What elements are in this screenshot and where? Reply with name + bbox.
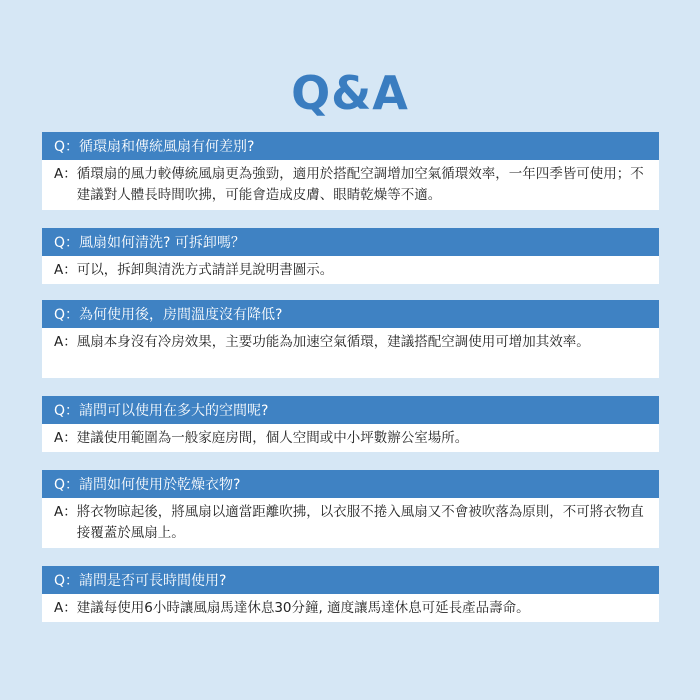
question-bar bbox=[42, 228, 659, 256]
question-prefix: Q： bbox=[54, 307, 80, 323]
qa-list bbox=[42, 132, 659, 622]
qa-item bbox=[42, 300, 659, 378]
answer-box bbox=[42, 594, 659, 622]
answer-box bbox=[42, 160, 659, 210]
answer-prefix: A： bbox=[54, 430, 77, 446]
answer-text: 風扇本身沒有冷房效果，主要功能為加速空氣循環，建議搭配空調使用可增加其效率。 bbox=[76, 334, 590, 350]
answer-text: 循環扇的風力較傳統風扇更為強勁，適用於搭配空調增加空氣循環效率，一年四季皆可使用；不建議對人體長時間吹拂，可能會造成皮膚、眼睛乾燥等不適。 bbox=[76, 166, 644, 203]
page-title: Q&A bbox=[291, 66, 409, 120]
answer-prefix: A： bbox=[54, 504, 77, 520]
question-prefix: Q： bbox=[54, 235, 80, 251]
answer-text: 可以，拆卸與清洗方式請詳見說明書圖示。 bbox=[76, 262, 334, 278]
question-bar bbox=[42, 470, 659, 498]
answer-prefix: A： bbox=[54, 166, 77, 182]
answer-box bbox=[42, 256, 659, 284]
question-text: 為何使用後，房間溫度沒有降低? bbox=[79, 307, 283, 323]
answer-text: 建議每使用6小時讓風扇馬達休息30分鐘, 適度讓馬達休息可延長產品壽命。 bbox=[76, 600, 530, 616]
question-bar bbox=[42, 300, 659, 328]
question-text: 請問是否可長時間使用? bbox=[79, 573, 227, 589]
question-prefix: Q： bbox=[54, 477, 80, 493]
question-bar bbox=[42, 396, 659, 424]
question-bar bbox=[42, 132, 659, 160]
answer-box bbox=[42, 328, 659, 378]
qa-item bbox=[42, 396, 659, 452]
question-prefix: Q： bbox=[54, 573, 80, 589]
answer-text: 建議使用範圍為一般家庭房間，個人空間或中小坪數辦公室場所。 bbox=[76, 430, 469, 446]
answer-prefix: A： bbox=[54, 600, 77, 616]
answer-prefix: A： bbox=[54, 262, 77, 278]
question-bar bbox=[42, 566, 659, 594]
answer-prefix: A： bbox=[54, 334, 77, 350]
question-text: 請問如何使用於乾燥衣物? bbox=[79, 477, 241, 493]
qa-item bbox=[42, 566, 659, 622]
answer-box bbox=[42, 498, 659, 548]
question-text: 循環扇和傳統風扇有何差別? bbox=[79, 139, 255, 155]
question-prefix: Q： bbox=[54, 403, 80, 419]
qa-item bbox=[42, 132, 659, 210]
qa-item bbox=[42, 470, 659, 548]
qa-item bbox=[42, 228, 659, 284]
answer-text: 將衣物晾起後，將風扇以適當距離吹拂，以衣服不捲入風扇又不會被吹落為原則，不可將衣物直接覆蓋於風扇上。 bbox=[76, 504, 644, 541]
question-text: 請問可以使用在多大的空間呢? bbox=[79, 403, 269, 419]
question-text: 風扇如何清洗? 可拆卸嗎？ bbox=[79, 235, 245, 251]
question-prefix: Q： bbox=[54, 139, 80, 155]
answer-box bbox=[42, 424, 659, 452]
